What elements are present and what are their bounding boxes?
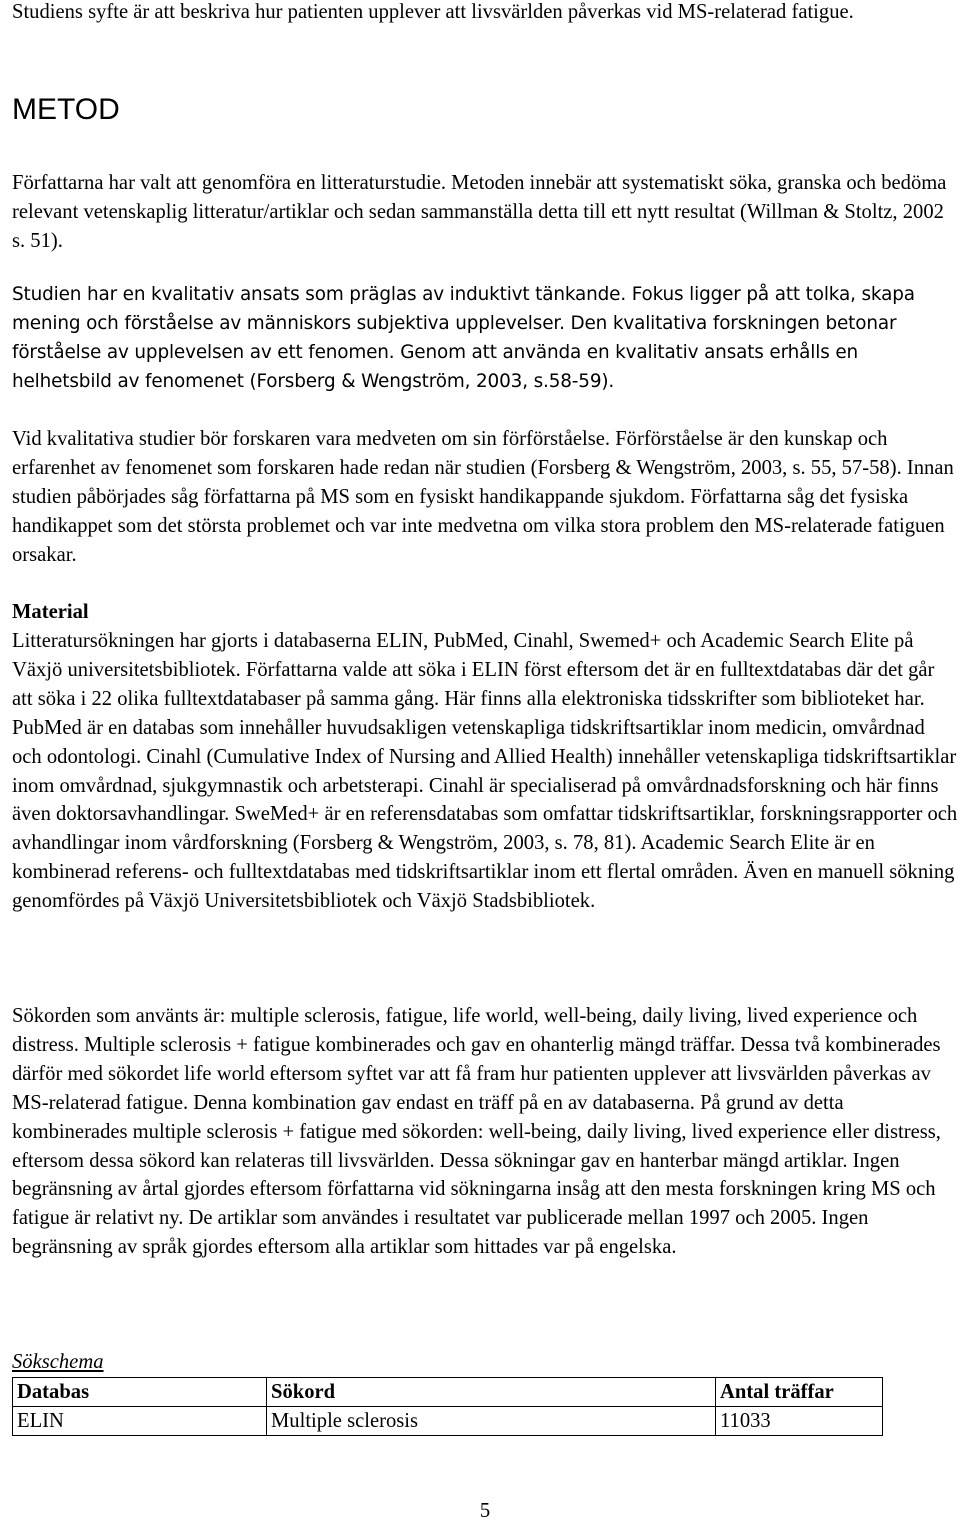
table-header-antal-traffar: Antal träffar xyxy=(716,1378,883,1407)
table-header-row xyxy=(13,1378,883,1407)
metod-paragraph-kvalitativ-ansats: Studien har en kvalitativ ansats som präglas av induktivt tänkande. Fokus ligger på att tolka, skapa mening och förståelse av människors subjektiva upplevelser. Den kvalitativa forskningen betonar förståelse av upplevelsen av ett fenomen. Genom att använda en kvalitativ ansats erhålls en helhetsbild av fenomenet (Forsberg & Wengström, 2003, s.58-59). xyxy=(12,284,915,392)
material-paragraph-databaser: Litteratursökningen har gjorts i databaserna ELIN, PubMed, Cinahl, Swemed+ och Academic Search Elite på Växjö universitetsbibliotek. Författarna valde att söka i ELIN först eftersom det är en fulltextdatabas där det går att söka i 22 olika fulltextdatabaser på samma gång. Här finns alla elektroniska tidsskrifter som biblioteket har. PubMed är en databas som innehåller huvudsakligen vetenskapliga tidskriftsartiklar inom medicin, omvårdnad och odontologi. Cinahl (Cumulative Index of Nursing and Allied Health) innehåller vetenskapliga tidskriftsartiklar inom omvårdnad, sjukgymnastik och arbetsterapi. Cinahl är specialiserad på omvårdnadsforskning och här finns även doktorsavhandlingar. SweMed+ är en referensdatabas som omfattar tidskriftsartiklar, forskningsrapporter och avhandlingar inom vårdforskning (Forsberg & Wengström, 2003, s. 78, 81). Academic Search Elite är en kombinerad referens- och fulltextdatabas med tidskriftsartiklar inom ett flertal områden. Även en manuell sökning genomfördes på Växjö Universitetsbibliotek och Växjö Stadsbibliotek. xyxy=(12,630,958,913)
section-heading-material: Material xyxy=(12,601,89,623)
table-cell-antal-traffar: 11033 xyxy=(716,1407,883,1436)
search-schema-table xyxy=(12,1377,883,1436)
metod-paragraph-litteraturstudie: Författarna har valt att genomföra en litteraturstudie. Metoden innebär att systematiskt söka, granska och bedöma relevant vetenskaplig litteratur/artiklar och sedan sammanställa detta till ett nytt resultat (Willman & Stoltz, 2002 s. 51). xyxy=(12,172,947,252)
table-caption-sokschema: Sökschema xyxy=(12,1351,104,1373)
page-number: 5 xyxy=(479,1500,491,1522)
table-cell-databas: ELIN xyxy=(13,1407,267,1436)
metod-paragraph-forforstaelse: Vid kvalitativa studier bör forskaren vara medveten om sin förförståelse. Förförståelse är den kunskap och erfarenhet av fenomenet som forskaren hade redan när studien (Forsberg & Wengström, 2003, s. 55, 57-58). Innan studien påbörjades såg författarna på MS som en fysiskt handikappande sjukdom. Författarna såg det fysiska handikappet som det största problemet och var inte medvetna om vilka stora problem den MS-relaterade fatiguen orsakar. xyxy=(12,428,954,566)
table-header-sokord: Sökord xyxy=(267,1378,716,1407)
intro-paragraph: Studiens syfte är att beskriva hur patienten upplever att livsvärlden påverkas vid MS-relaterad fatigue. xyxy=(12,1,854,23)
table-row xyxy=(13,1407,883,1436)
material-paragraph-sokord: Sökorden som använts är: multiple sclerosis, fatigue, life world, well-being, daily living, lived experience och distress. Multiple sclerosis + fatigue kombinerades och gav en ohanterlig mängd träffar. Dessa två kombinerades därför med sökordet life world eftersom syftet var att få fram hur patienten upplever att livsvärlden påverkas av MS-relaterad fatigue. Denna kombination gav endast en träff på en av databaserna. På grund av detta kombinerades multiple sclerosis + fatigue med sökorden: well-being, daily living, lived experience eller distress, eftersom dessa sökord kan relateras till livsvärlden. Dessa sökningar gav en hanterbar mängd artiklar. Ingen begränsning av årtal gjordes eftersom författarna vid sökningarna insåg att den mesta forskningen kring MS och fatigue är relativt ny. De artiklar som användes i resultatet var publicerade mellan 1997 och 2005. Ingen begränsning av språk gjordes eftersom alla artiklar som hittades var på engelska. xyxy=(12,1005,941,1259)
section-heading-metod: METOD xyxy=(12,93,120,126)
table-cell-sokord: Multiple sclerosis xyxy=(267,1407,716,1436)
table-header-databas: Databas xyxy=(13,1378,267,1407)
